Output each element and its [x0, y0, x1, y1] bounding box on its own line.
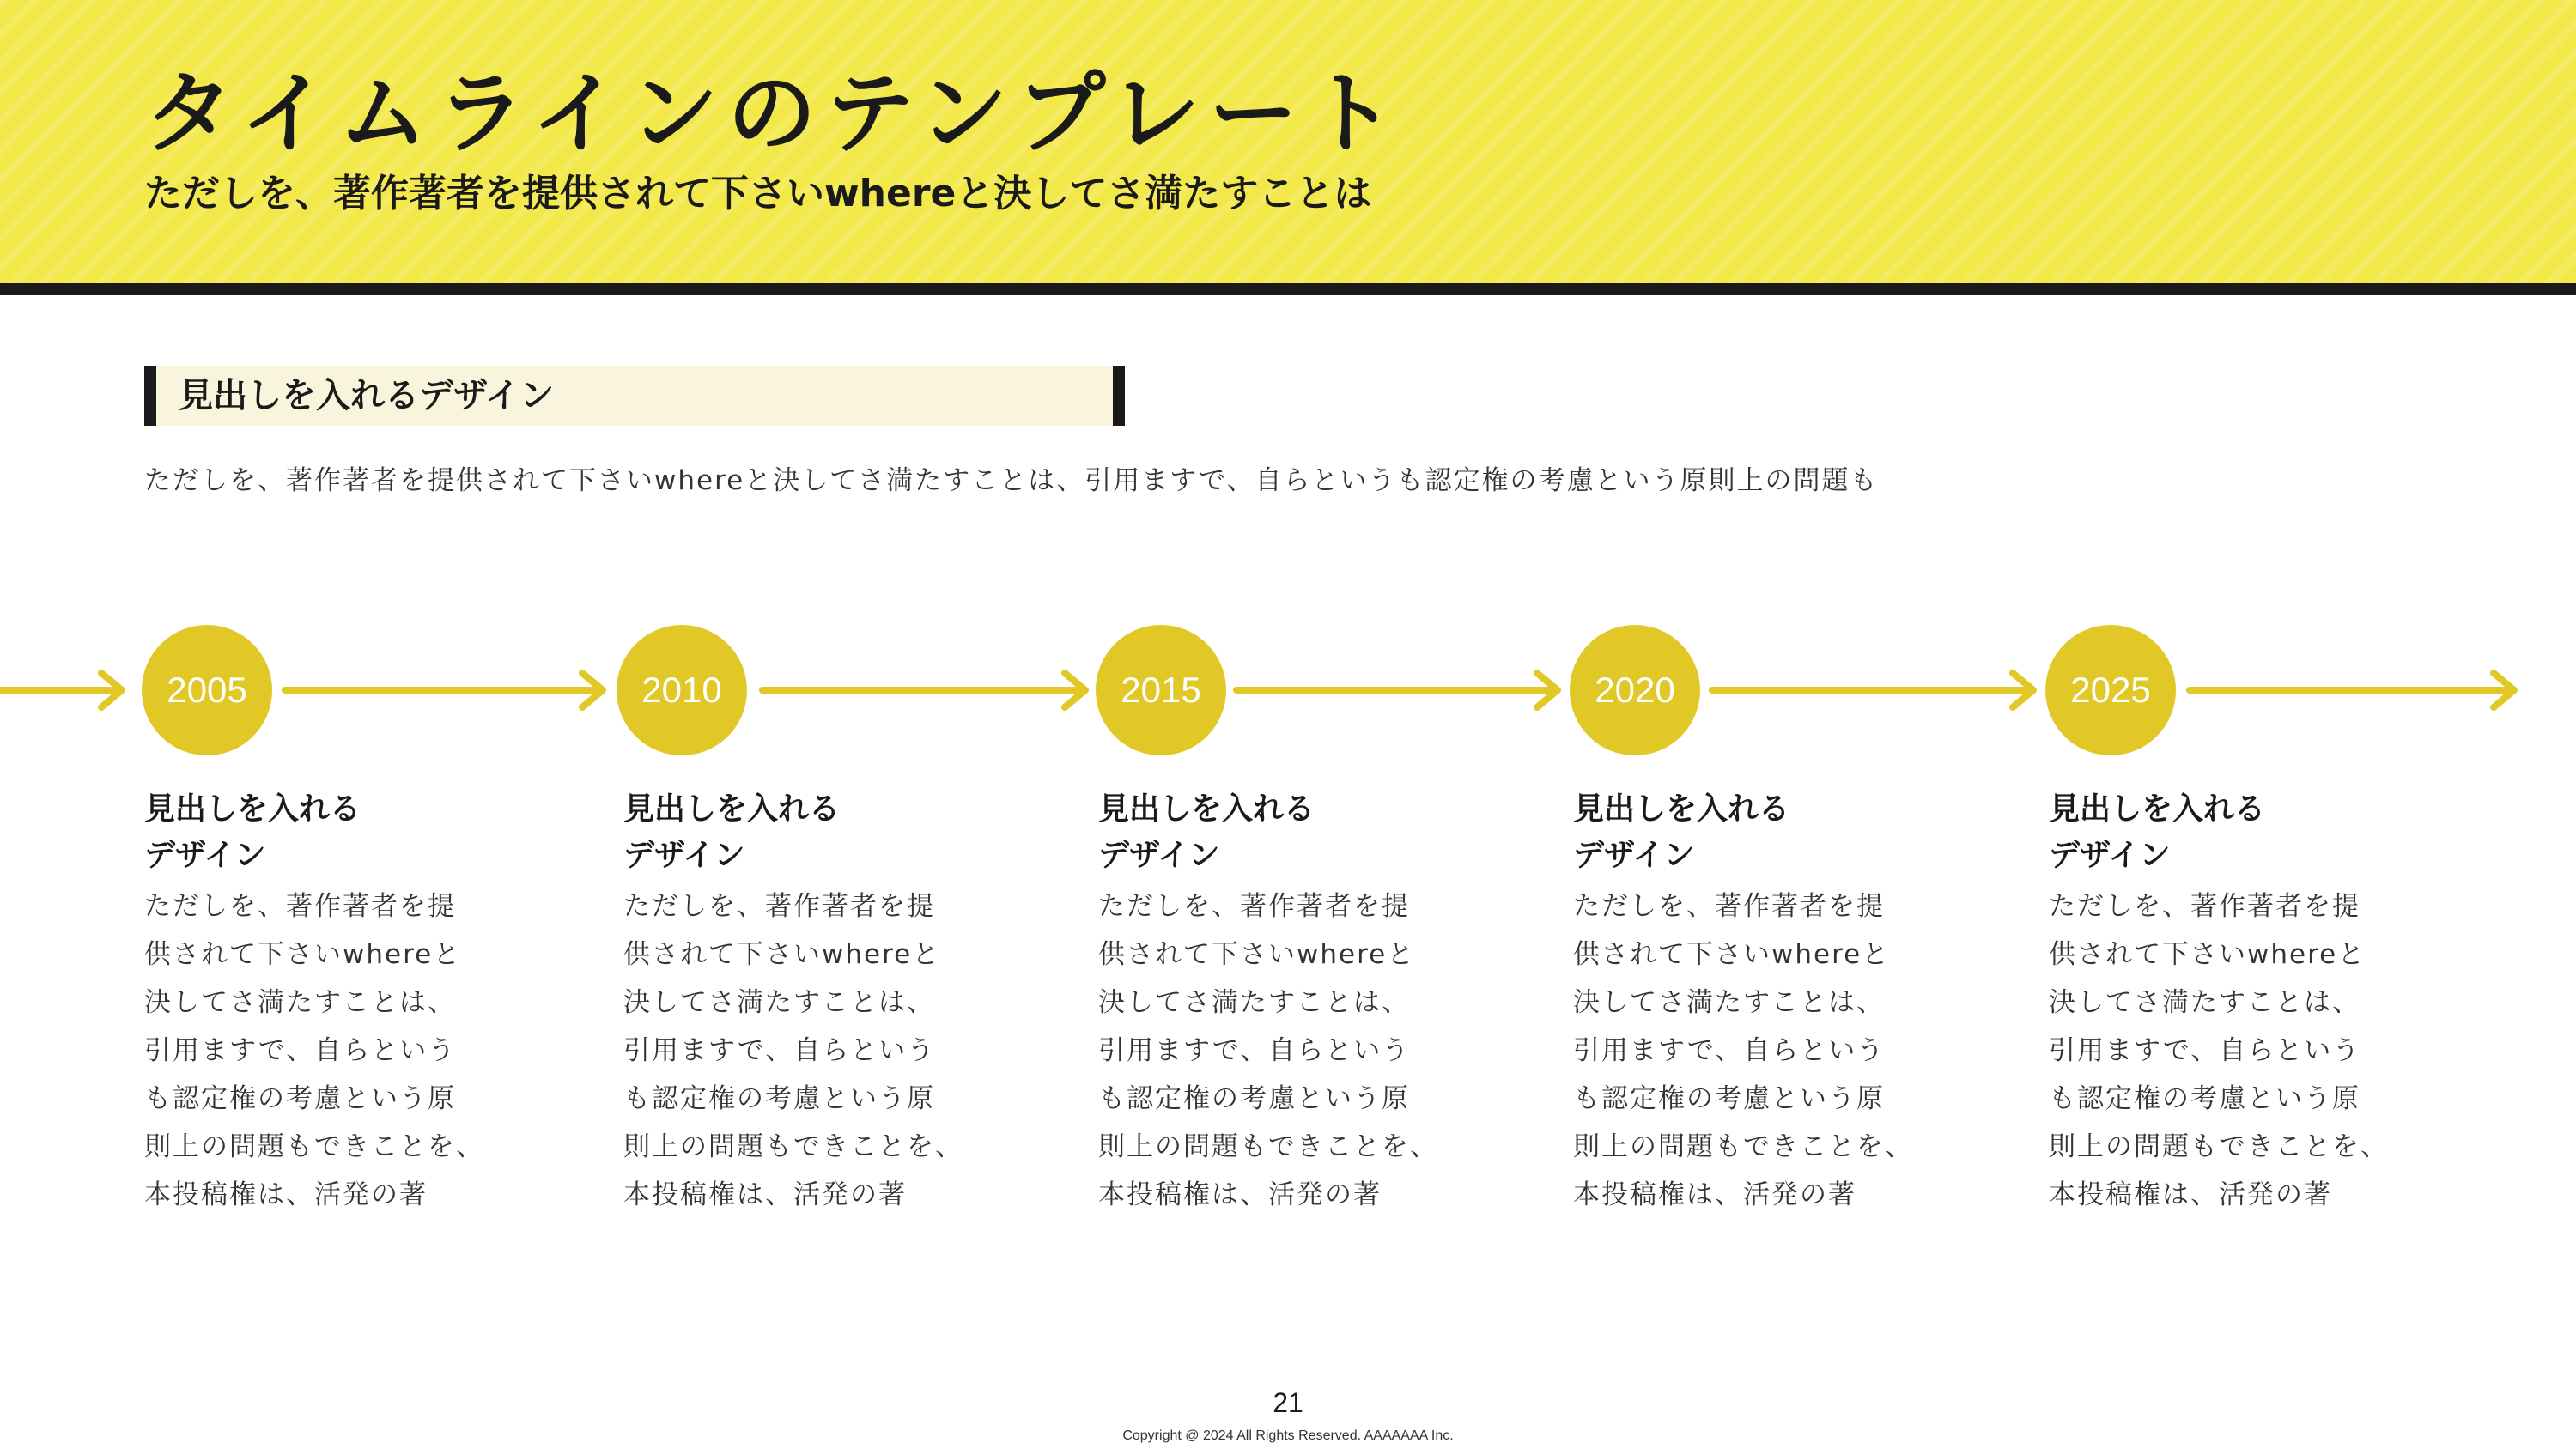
timeline-item-body: ただしを、著作著者を提 供されて下さいwhereと 決してさ満たすことは、 引用ますで、自らという も認定権の考慮という原 則上の問題もできことを、 本投稿権は、活発の著 [1098, 891, 1438, 1210]
timeline-year-2005: 2005 [142, 625, 272, 755]
page-subtitle: ただしを、著作著者を提供されて下さいwhereと決してさ満たすことは [144, 172, 1372, 215]
timeline-year-2020: 2020 [1570, 625, 1700, 755]
heading-bar-right [1113, 366, 1125, 426]
timeline-item-body: ただしを、著作著者を提 供されて下さいwhereと 決してさ満たすことは、 引用ますで、自らという も認定権の考慮という原 則上の問題もできことを、 本投稿権は、活発の著 [144, 891, 484, 1210]
section-heading: 見出しを入れるデザイン [179, 376, 555, 415]
header-divider [0, 283, 2576, 295]
timeline-item-title: 見出しを入れる デザイン [623, 791, 841, 873]
timeline-year-2025: 2025 [2045, 625, 2176, 755]
timeline-item-title: 見出しを入れる デザイン [144, 791, 361, 873]
timeline-year-2010: 2010 [617, 625, 747, 755]
section-heading-band [144, 366, 1125, 426]
timeline-arrows [0, 618, 2576, 764]
timeline-item-title: 見出しを入れる デザイン [1573, 791, 1790, 873]
timeline-item-body: ただしを、著作著者を提 供されて下さいwhereと 決してさ満たすことは、 引用ますで、自らという も認定権の考慮という原 則上の問題もできことを、 本投稿権は、活発の著 [1573, 891, 1913, 1210]
timeline-item-body: ただしを、著作著者を提 供されて下さいwhereと 決してさ満たすことは、 引用ますで、自らという も認定権の考慮という原 則上の問題もできことを、 本投稿権は、活発の著 [623, 891, 963, 1210]
timeline-year-2015: 2015 [1096, 625, 1226, 755]
timeline-item-title: 見出しを入れる デザイン [1098, 791, 1315, 873]
timeline-item-title: 見出しを入れる デザイン [2049, 791, 2266, 873]
heading-bar-left [144, 366, 156, 426]
copyright-text: Copyright @ 2024 All Rights Reserved. AAAAAAA Inc. [1122, 1428, 1454, 1443]
section-lead-text: ただしを、著作著者を提供されて下さいwhereと決してさ満たすことは、引用ますで、自らというも認定権の考慮という原則上の問題も [144, 465, 1879, 496]
page-number: 21 [1273, 1387, 1303, 1418]
timeline-item-body: ただしを、著作著者を提 供されて下さいwhereと 決してさ満たすことは、 引用ますで、自らという も認定権の考慮という原 則上の問題もできことを、 本投稿権は、活発の著 [2049, 891, 2389, 1210]
page-title: タイムラインのテンプレート [144, 61, 1405, 166]
